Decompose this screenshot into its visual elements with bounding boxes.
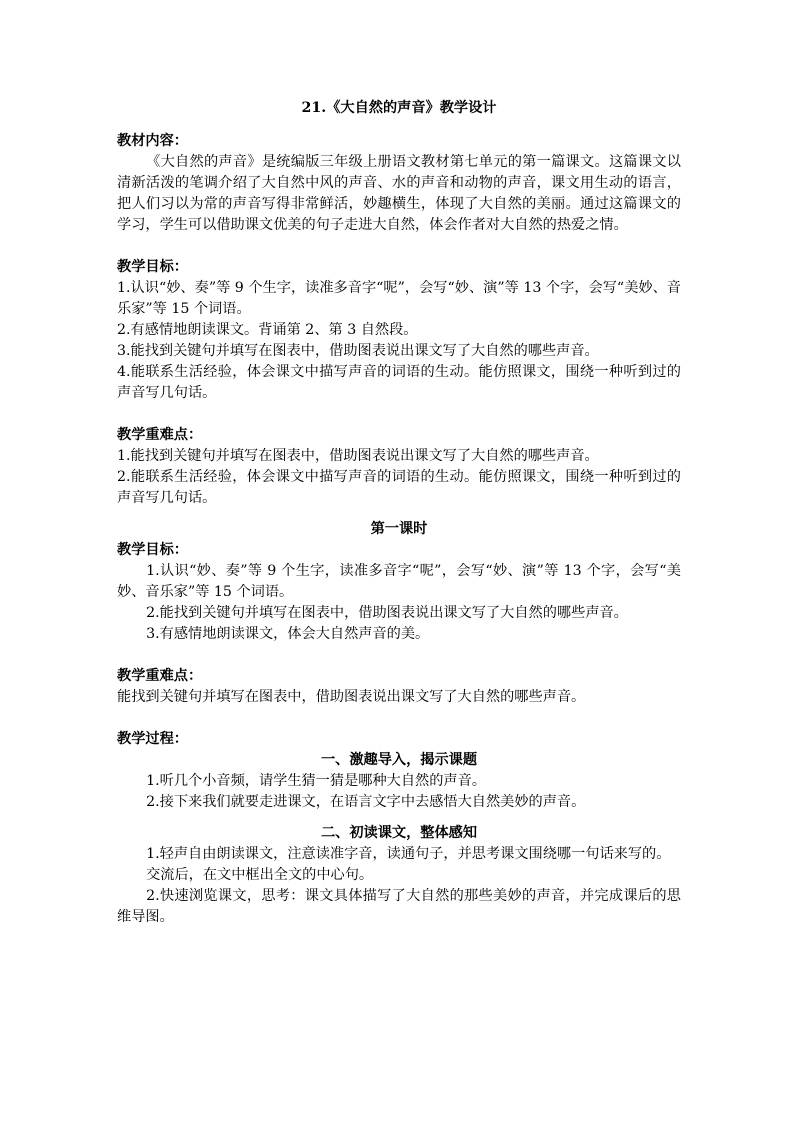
key-point-2: 2.能联系生活经验，体会课文中描写声音的词语的生动。能仿照课文，围绕一种听到过的声音写几句话。: [117, 469, 681, 506]
lesson1-heading: 第一课时: [370, 521, 428, 537]
section2-item-3: 2.快速浏览课文，思考：课文具体描写了大自然的那些美妙的声音，并完成课后的思维导图。: [117, 888, 681, 925]
spacer: [117, 645, 681, 666]
section1-item-1: 1.听几个小音频，请学生猜一猜是哪种大自然的声音。: [146, 773, 486, 789]
section2-item-1: 1.轻声自由朗读课文，注意读准字音，读通句子，并思考课文围绕哪一句话来写的。: [146, 846, 671, 862]
lesson1-key-text: 能找到关键句并填写在图表中，借助图表说出课文写了大自然的哪些声音。: [117, 689, 586, 705]
spacer: [117, 813, 681, 823]
document-title: 21.《大自然的声音》教学设计: [301, 100, 497, 116]
section1-heading: 一、激趣导入，揭示课题: [320, 752, 478, 768]
goal-item-4: 4.能联系生活经验，体会课文中描写声音的词语的生动。能仿照课文，围绕一种听到过的声音写几句话。: [117, 364, 681, 401]
lesson1-goal-1: 1.认识“妙、奏”等 9 个生字，读准多音字“呢”，会写“妙、演”等 13 个字，会写“美妙、音乐家”等 15 个词语。: [117, 563, 681, 600]
lesson1-goals-heading: 教学目标：: [117, 542, 188, 558]
process-heading: 教学过程：: [117, 731, 188, 747]
lesson1-goal-2: 2.能找到关键句并填写在图表中，借助图表说出课文写了大自然的哪些声音。: [146, 605, 628, 621]
content-paragraph: 《大自然的声音》是统编版三年级上册语文教材第七单元的第一篇课文。这篇课文以清新活泼的笔调介绍了大自然中风的声音、水的声音和动物的声音，课文用生动的语言，把人们习以为常的声音写得非常鲜活，妙趣横生，体现了大自然的美丽。通过这篇课文的学习，学生可以借助课文优美的句子走进大自然，体会作者对大自然的热爱之情。: [117, 154, 681, 233]
lesson1-key-heading: 教学重难点：: [117, 668, 203, 684]
key-point-1: 1.能找到关键句并填写在图表中，借助图表说出课文写了大自然的哪些声音。: [117, 448, 599, 464]
spacer: [117, 404, 681, 425]
key-points-heading: 教学重难点：: [117, 427, 203, 443]
section2-item-2: 交流后，在文中框出全文的中心句。: [146, 867, 374, 883]
goal-item-2: 2.有感情地朗读课文。背诵第 2、第 3 自然段。: [117, 322, 418, 338]
document-page: [117, 98, 681, 928]
spacer: [117, 708, 681, 729]
spacer: [117, 509, 681, 519]
section2-heading: 二、初读课文，整体感知: [320, 825, 478, 841]
content-heading: 教材内容：: [117, 133, 188, 149]
goals-heading: 教学目标：: [117, 259, 188, 275]
lesson1-goal-3: 3.有感情地朗读课文，体会大自然声音的美。: [146, 626, 430, 642]
goal-item-1: 1.认识“妙、奏”等 9 个生字，读准多音字“呢”，会写“妙、演”等 13 个字，会写“美妙、音乐家”等 15 个词语。: [117, 280, 681, 317]
section1-item-2: 2.接下来我们就要走进课文，在语言文字中去感悟大自然美妙的声音。: [146, 794, 586, 810]
spacer: [117, 236, 681, 257]
goal-item-3: 3.能找到关键句并填写在图表中，借助图表说出课文写了大自然的哪些声音。: [117, 343, 599, 359]
